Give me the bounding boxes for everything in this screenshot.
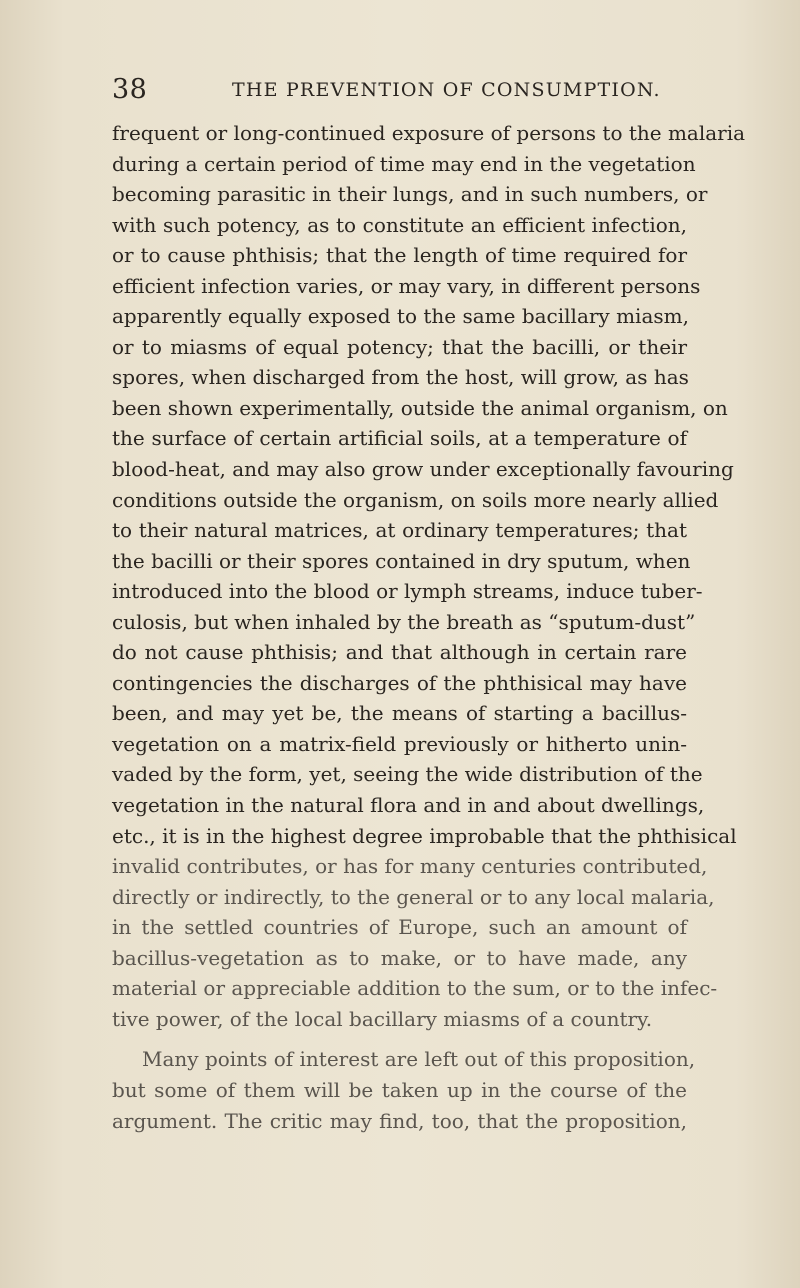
text-line: or to miasms of equal potency; that the bacilli, or their [112,334,687,359]
paragraph-gap [112,1034,687,1044]
text-line: becoming parasitic in their lungs, and in such numbers, or [112,182,708,207]
text-line: conditions outside the organism, on soils more nearly allied [112,487,719,512]
text-line: directly or indirectly, to the general or to any local malaria, [112,884,715,909]
paragraph [112,1044,696,1136]
text-line: invalid contributes, or has for many centuries contributed, [112,854,708,879]
text-line: culosis, but when inhaled by the breath as “sputum-dust” [112,609,696,634]
text-line: with such potency, as to constitute an efficient infection, [112,212,687,237]
text-line: in the settled countries of Europe, such an amount of [112,915,687,940]
running-title: THE PREVENTION OF CONSUMPTION. [232,79,661,101]
running-head [112,74,712,114]
text-line: or to cause phthisis; that the length of time required for [112,243,687,268]
text-line: been, and may yet be, the means of starting a bacillus- [112,701,687,726]
text-line: introduced into the blood or lymph streams, induce tuber- [112,579,703,604]
text-line: the bacilli or their spores contained in dry sputum, when [112,548,691,573]
text-line: vegetation on a matrix-field previously or hitherto unin- [112,731,687,756]
text-line: been shown experimentally, outside the animal organism, on [112,395,728,420]
text-line: but some of them will be taken up in the course of the [112,1077,687,1102]
text-line: vaded by the form, yet, seeing the wide distribution of the [112,762,703,787]
text-line: spores, when discharged from the host, will grow, as has [112,365,689,390]
paragraph [112,118,746,1034]
text-line: Many points of interest are left out of this proposition, [142,1047,696,1072]
text-line: material or appreciable addition to the sum, or to the infec- [112,976,718,1001]
body-text [112,118,746,1136]
text-line: apparently equally exposed to the same bacillary miasm, [112,304,689,329]
text-line: etc., it is in the highest degree improbable that the phthisical [112,823,737,848]
text-line: to their natural matrices, at ordinary temperatures; that [112,518,687,543]
text-line: do not cause phthisis; and that although in certain rare [112,640,687,665]
text-line: tive power, of the local bacillary miasms of a country. [112,1006,653,1031]
page-number: 38 [112,74,148,105]
text-line: blood-heat, and may also grow under exceptionally favouring [112,457,734,482]
text-line: frequent or long-continued exposure of persons to the malaria [112,121,746,145]
text-line: argument. The critic may find, too, that the proposition, [112,1108,687,1133]
text-line: vegetation in the natural flora and in and about dwellings, [112,793,705,818]
text-line: during a certain period of time may end in the vegetation [112,151,696,176]
text-line: contingencies the discharges of the phthisical may have [112,670,687,695]
text-line: efficient infection varies, or may vary, in different persons [112,273,701,298]
text-line: the surface of certain artificial soils, at a temperature of [112,426,687,451]
text-line: bacillus-vegetation as to make, or to have made, any [112,945,687,970]
